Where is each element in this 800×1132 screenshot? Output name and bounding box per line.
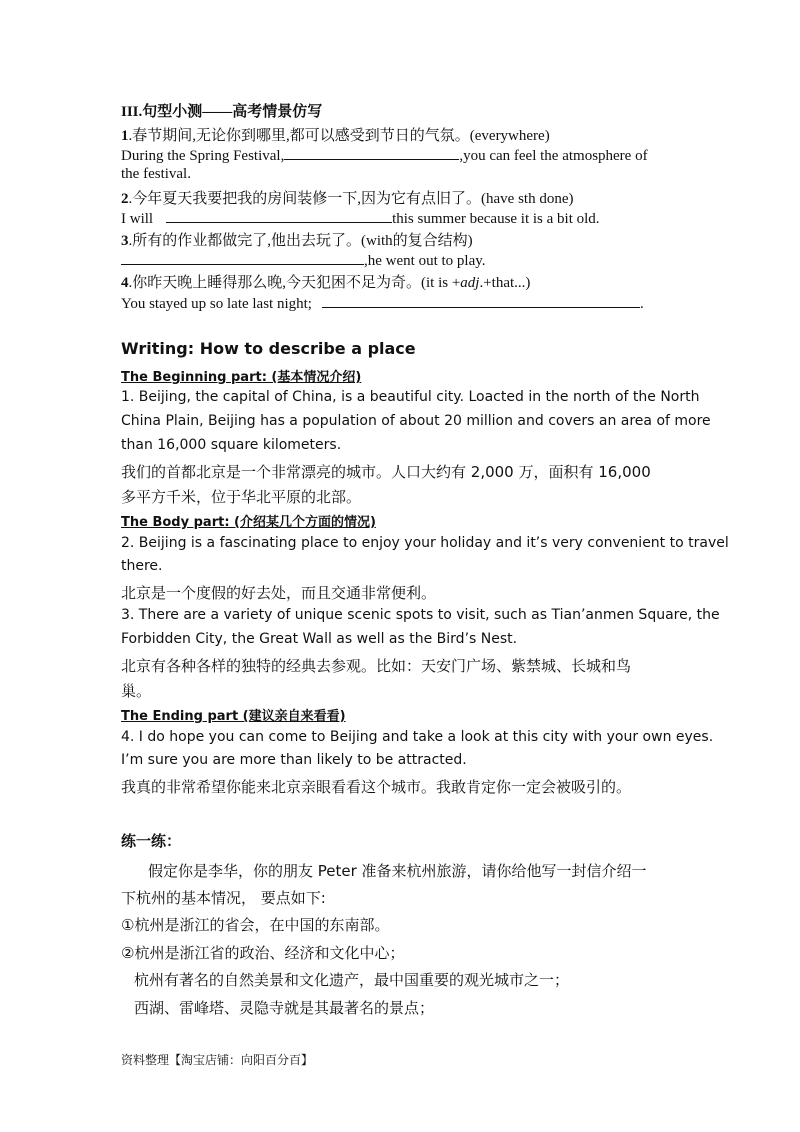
exercise-3-line <box>121 250 486 270</box>
exercise-3-prompt <box>121 229 473 250</box>
answer-blank[interactable] <box>166 208 392 223</box>
body-en-line: Forbidden City, the Great Wall as well as the Bird’s Nest. <box>121 631 518 647</box>
sentence-start: I will <box>121 211 154 227</box>
body-en-line: 3. There are a variety of unique scenic spots to visit, such as Tian’anmen Square, the <box>121 607 720 623</box>
body-cn-line: 北京有各种各样的独特的经典去参观。比如：天安门广场、紫禁城、长城和鸟 <box>121 657 632 675</box>
prompt-italic: adj <box>460 275 480 291</box>
sentence-end: . <box>639 296 644 312</box>
practice-intro-line: 下杭州的基本情况， 要点如下: <box>121 889 326 907</box>
page-footer: 资料整理【淘宝店铺：向阳百分百】 <box>121 1053 314 1067</box>
exercise-2-line <box>121 208 600 228</box>
practice-title: 练一练： <box>121 832 182 850</box>
beginning-cn-line: 我们的首都北京是一个非常漂亮的城市。人口大约有 2,000 万，面积有 16,000 <box>121 463 651 481</box>
sentence-end: this summer because it is a bit old. <box>392 211 600 227</box>
body-heading: The Body part: (介绍某几个方面的情况) <box>121 515 376 530</box>
sentence-end: ,you can feel the atmosphere of <box>459 148 648 164</box>
body-cn-line: 北京是一个度假的好去处，而且交通非常便利。 <box>121 584 437 602</box>
exercise-number: 1 <box>121 128 129 144</box>
exercise-1-line-cont: the festival. <box>121 166 191 182</box>
sentence-start: During the Spring Festival, <box>121 148 285 164</box>
prompt-text: .今年夏天我要把我的房间装修一下,因为它有点旧了。(have sth done) <box>128 191 574 207</box>
beginning-cn-line: 多平方千米，位于华北平原的北部。 <box>121 488 362 506</box>
exercise-1-line <box>121 145 648 165</box>
sentence-start: You stayed up so late last night; <box>121 296 312 312</box>
ending-en-line: I’m sure you are more than likely to be attracted. <box>121 752 467 768</box>
beginning-en-line: 1. Beijing, the capital of China, is a beautiful city. Loacted in the north of the North <box>121 389 700 405</box>
exercise-2-prompt <box>121 187 573 208</box>
practice-point: ②杭州是浙江省的政治、经济和文化中心； <box>121 944 405 962</box>
prompt-text: .你昨天晚上睡得那么晚,今天犯困不足为奇。(it is + <box>128 275 461 291</box>
ending-heading: The Ending part (建议亲自来看看) <box>121 709 346 724</box>
exercise-number: 3 <box>121 233 129 249</box>
body-en-line: 2. Beijing is a fascinating place to enjoy your holiday and it’s very convenient to travel <box>121 535 729 551</box>
prompt-text: .春节期间,无论你到哪里,都可以感受到节日的气氛。(everywhere) <box>128 128 550 144</box>
beginning-en-line: China Plain, Beijing has a population of about 20 million and covers an area of more <box>121 413 711 429</box>
sentence-end: ,he went out to play. <box>364 253 486 269</box>
prompt-text-end: .+that...) <box>479 275 531 291</box>
practice-point: 杭州有著名的自然美景和文化遗产，最中国重要的观光城市之一； <box>134 971 570 989</box>
body-en-line: there. <box>121 558 163 574</box>
practice-point: ①杭州是浙江的省会，在中国的东南部。 <box>121 916 390 934</box>
prompt-text: .所有的作业都做完了,他出去玩了。(with的复合结构) <box>128 233 473 249</box>
ending-cn-line: 我真的非常希望你能来北京亲眼看看这个城市。我敢肯定你一定会被吸引的。 <box>121 778 632 796</box>
body-cn-line: 巢。 <box>121 682 152 700</box>
practice-intro-line: 假定你是李华，你的朋友 Peter 准备来杭州旅游，请你给他写一封信介绍一 <box>148 862 647 880</box>
beginning-heading: The Beginning part: (基本情况介绍) <box>121 370 362 385</box>
exercise-number: 4 <box>121 275 129 291</box>
ending-en-line: 4. I do hope you can come to Beijing and take a look at this city with your own eyes. <box>121 729 714 745</box>
section-title: III.句型小测——高考情景仿写 <box>121 104 323 120</box>
answer-blank[interactable] <box>322 293 640 308</box>
exercise-1-prompt <box>121 124 550 145</box>
answer-blank[interactable] <box>284 145 459 160</box>
answer-blank[interactable] <box>121 250 364 265</box>
exercise-number: 2 <box>121 191 129 207</box>
exercise-4-prompt <box>121 271 530 292</box>
practice-point: 西湖、雷峰塔、灵隐寺就是其最著名的景点； <box>134 999 435 1017</box>
beginning-en-line: than 16,000 square kilometers. <box>121 437 342 453</box>
exercise-4-line <box>121 293 644 313</box>
writing-title: Writing: How to describe a place <box>121 339 416 358</box>
